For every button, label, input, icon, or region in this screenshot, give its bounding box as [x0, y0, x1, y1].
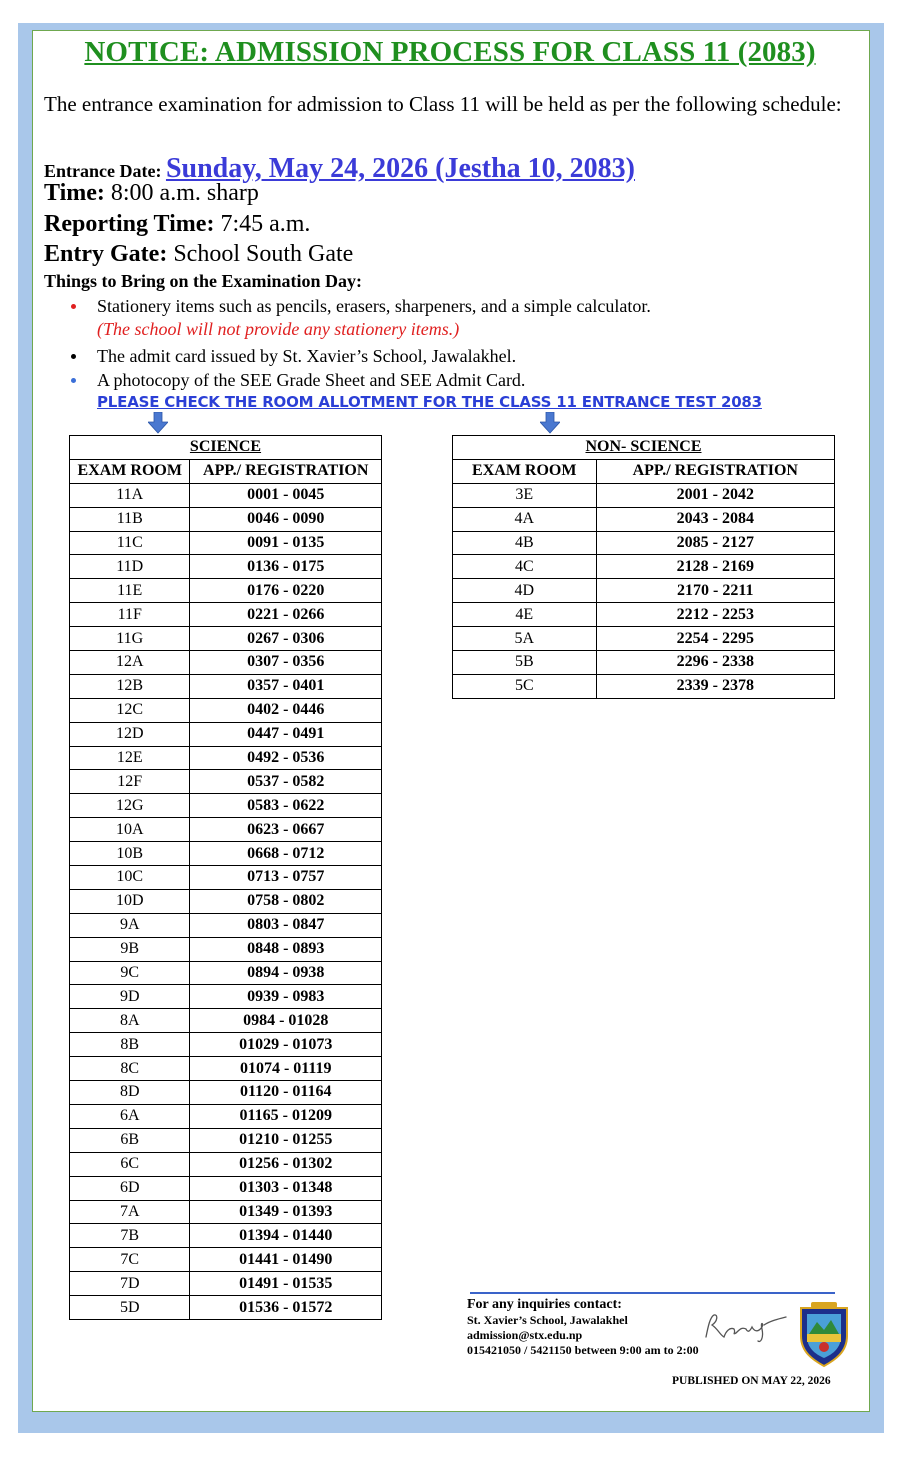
col-registration: APP./ REGISTRATION	[596, 459, 834, 483]
registration-range-cell: 0894 - 0938	[190, 961, 382, 985]
exam-room-cell: 3E	[453, 483, 597, 507]
table-row	[70, 531, 382, 555]
exam-room-cell: 12G	[70, 794, 190, 818]
school-crest-icon	[795, 1300, 853, 1368]
entry-gate-line	[44, 241, 353, 268]
table-row	[70, 1009, 382, 1033]
bullet-text: A photocopy of the SEE Grade Sheet and SEE Admit Card.	[97, 370, 526, 390]
entrance-date-label: Entrance Date:	[44, 161, 162, 181]
exam-room-cell: 7C	[70, 1248, 190, 1272]
table-row	[70, 651, 382, 675]
bullet-dot-icon	[71, 304, 76, 309]
registration-range-cell: 2085 - 2127	[596, 531, 834, 555]
registration-range-cell: 0583 - 0622	[190, 794, 382, 818]
exam-room-cell: 11C	[70, 531, 190, 555]
exam-room-cell: 11E	[70, 579, 190, 603]
table-header-row	[70, 459, 382, 483]
registration-range-cell: 0492 - 0536	[190, 746, 382, 770]
exam-room-cell: 4C	[453, 555, 597, 579]
registration-range-cell: 0623 - 0667	[190, 818, 382, 842]
exam-room-cell: 8B	[70, 1033, 190, 1057]
registration-range-cell: 01256 - 01302	[190, 1152, 382, 1176]
registration-range-cell: 2339 - 2378	[596, 674, 834, 698]
registration-range-cell: 0091 - 0135	[190, 531, 382, 555]
registration-range-cell: 01349 - 01393	[190, 1200, 382, 1224]
registration-range-cell: 0001 - 0045	[190, 483, 382, 507]
registration-range-cell: 0267 - 0306	[190, 627, 382, 651]
registration-range-cell: 0803 - 0847	[190, 913, 382, 937]
table-row	[70, 579, 382, 603]
room-allotment-link[interactable]: PLEASE CHECK THE ROOM ALLOTMENT FOR THE CLASS 11 ENTRANCE TEST 2083	[97, 393, 762, 411]
table-row	[453, 674, 835, 698]
down-arrow-icon	[540, 412, 560, 434]
exam-room-cell: 5A	[453, 627, 597, 651]
table-row	[70, 1057, 382, 1081]
bullet-dot-icon	[71, 378, 76, 383]
bullet-note: (The school will not provide any stationery items.)	[97, 319, 460, 339]
exam-room-cell: 10B	[70, 842, 190, 866]
entrance-date-value: Sunday, May 24, 2026 (Jestha 10, 2083)	[165, 153, 636, 184]
registration-range-cell: 0221 - 0266	[190, 603, 382, 627]
table-row	[70, 842, 382, 866]
table-row	[70, 1248, 382, 1272]
exam-room-cell: 11G	[70, 627, 190, 651]
registration-range-cell: 01491 - 01535	[190, 1272, 382, 1296]
registration-range-cell: 0668 - 0712	[190, 842, 382, 866]
registration-range-cell: 01120 - 01164	[190, 1081, 382, 1105]
table-row	[70, 603, 382, 627]
table-row	[453, 651, 835, 675]
registration-range-cell: 01441 - 01490	[190, 1248, 382, 1272]
table-row	[453, 627, 835, 651]
table-row	[70, 698, 382, 722]
registration-range-cell: 0046 - 0090	[190, 507, 382, 531]
list-item	[70, 295, 870, 341]
contact-block	[467, 1296, 699, 1358]
table-row	[453, 531, 835, 555]
registration-range-cell: 2043 - 2084	[596, 507, 834, 531]
exam-room-cell: 12E	[70, 746, 190, 770]
exam-room-cell: 6B	[70, 1128, 190, 1152]
registration-range-cell: 0984 - 01028	[190, 1009, 382, 1033]
registration-range-cell: 0136 - 0175	[190, 555, 382, 579]
exam-room-cell: 6D	[70, 1176, 190, 1200]
exam-room-cell: 7A	[70, 1200, 190, 1224]
exam-room-cell: 12A	[70, 651, 190, 675]
registration-range-cell: 0402 - 0446	[190, 698, 382, 722]
reporting-time-value: 7:45 a.m.	[220, 211, 311, 237]
exam-room-cell: 10D	[70, 889, 190, 913]
list-item	[70, 369, 870, 392]
table-row	[70, 818, 382, 842]
exam-room-cell: 8A	[70, 1009, 190, 1033]
notice-title: NOTICE: ADMISSION PROCESS FOR CLASS 11 (2083)	[84, 36, 816, 68]
reporting-time-label: Reporting Time:	[44, 211, 215, 237]
exam-room-cell: 12C	[70, 698, 190, 722]
exam-room-cell: 12F	[70, 770, 190, 794]
registration-range-cell: 01029 - 01073	[190, 1033, 382, 1057]
exam-room-cell: 11F	[70, 603, 190, 627]
table-row	[70, 961, 382, 985]
table-title-row	[453, 436, 835, 460]
published-date: PUBLISHED ON MAY 22, 2026	[672, 1375, 831, 1387]
things-heading: Things to Bring on the Examination Day:	[44, 271, 363, 291]
table-row	[453, 555, 835, 579]
registration-range-cell: 2254 - 2295	[596, 627, 834, 651]
table-row	[70, 794, 382, 818]
table-row	[70, 507, 382, 531]
exam-room-cell: 11D	[70, 555, 190, 579]
table-row	[70, 1176, 382, 1200]
reporting-time-line	[44, 211, 310, 238]
exam-room-cell: 10C	[70, 866, 190, 890]
exam-room-cell: 7D	[70, 1272, 190, 1296]
down-arrow-icon	[148, 412, 168, 434]
table-row	[70, 985, 382, 1009]
non-science-title: NON- SCIENCE	[453, 436, 835, 460]
table-row	[70, 1081, 382, 1105]
table-row	[70, 1152, 382, 1176]
registration-range-cell: 2128 - 2169	[596, 555, 834, 579]
registration-range-cell: 01536 - 01572	[190, 1296, 382, 1320]
exam-room-cell: 8C	[70, 1057, 190, 1081]
exam-room-cell: 4D	[453, 579, 597, 603]
registration-range-cell: 2170 - 2211	[596, 579, 834, 603]
registration-range-cell: 0848 - 0893	[190, 937, 382, 961]
signature-icon	[702, 1307, 790, 1347]
exam-room-cell: 11B	[70, 507, 190, 531]
col-exam-room: EXAM ROOM	[70, 459, 190, 483]
table-row	[453, 579, 835, 603]
registration-range-cell: 0307 - 0356	[190, 651, 382, 675]
science-title: SCIENCE	[70, 436, 382, 460]
time-line	[44, 180, 259, 207]
exam-room-cell: 12D	[70, 722, 190, 746]
exam-room-cell: 5C	[453, 674, 597, 698]
registration-range-cell: 0939 - 0983	[190, 985, 382, 1009]
table-row	[70, 1296, 382, 1320]
table-title-row	[70, 436, 382, 460]
table-row	[70, 1224, 382, 1248]
contact-phone: 015421050 / 5421150 between 9:00 am to 2:00	[467, 1343, 699, 1357]
bullet-text: The admit card issued by St. Xavier’s School, Jawalakhel.	[97, 346, 517, 366]
intro-text: The entrance examination for admission to Class 11 will be held as per the following schedule:	[44, 92, 842, 116]
table-row	[70, 722, 382, 746]
registration-range-cell: 2212 - 2253	[596, 603, 834, 627]
exam-room-cell: 9C	[70, 961, 190, 985]
exam-room-cell: 10A	[70, 818, 190, 842]
table-row	[70, 1200, 382, 1224]
list-item	[70, 345, 870, 368]
registration-range-cell: 2296 - 2338	[596, 651, 834, 675]
bullet-text: Stationery items such as pencils, erasers, sharpeners, and a simple calculator.	[97, 296, 651, 316]
table-row	[70, 746, 382, 770]
table-row	[70, 674, 382, 698]
table-row	[453, 483, 835, 507]
bullet-dot-icon	[71, 354, 76, 359]
exam-room-cell: 5B	[453, 651, 597, 675]
registration-range-cell: 0447 - 0491	[190, 722, 382, 746]
table-row	[70, 1033, 382, 1057]
table-row	[70, 483, 382, 507]
exam-room-cell: 12B	[70, 674, 190, 698]
exam-room-cell: 11A	[70, 483, 190, 507]
exam-room-cell: 9D	[70, 985, 190, 1009]
table-row	[70, 913, 382, 937]
contact-email[interactable]: admission@stx.edu.np	[467, 1328, 583, 1342]
registration-range-cell: 01210 - 01255	[190, 1128, 382, 1152]
registration-range-cell: 01303 - 01348	[190, 1176, 382, 1200]
table-row	[70, 1272, 382, 1296]
table-row	[453, 603, 835, 627]
table-row	[70, 866, 382, 890]
registration-range-cell: 0176 - 0220	[190, 579, 382, 603]
registration-range-cell: 2001 - 2042	[596, 483, 834, 507]
things-list	[70, 295, 870, 392]
registration-range-cell: 01074 - 01119	[190, 1057, 382, 1081]
time-value: 8:00 a.m. sharp	[110, 180, 259, 206]
registration-range-cell: 0357 - 0401	[190, 674, 382, 698]
exam-room-cell: 4B	[453, 531, 597, 555]
exam-room-cell: 5D	[70, 1296, 190, 1320]
exam-room-cell: 4E	[453, 603, 597, 627]
registration-range-cell: 0758 - 0802	[190, 889, 382, 913]
table-row	[70, 555, 382, 579]
exam-room-cell: 8D	[70, 1081, 190, 1105]
registration-range-cell: 01165 - 01209	[190, 1104, 382, 1128]
contact-school: St. Xavier’s School, Jawalakhel	[467, 1313, 628, 1327]
table-row	[453, 507, 835, 531]
table-row	[70, 627, 382, 651]
entry-gate-label: Entry Gate:	[44, 241, 168, 267]
table-row	[70, 1128, 382, 1152]
time-label: Time:	[44, 180, 105, 206]
exam-room-cell: 9B	[70, 937, 190, 961]
exam-room-cell: 9A	[70, 913, 190, 937]
col-registration: APP./ REGISTRATION	[190, 459, 382, 483]
exam-room-cell: 4A	[453, 507, 597, 531]
exam-room-cell: 6C	[70, 1152, 190, 1176]
registration-range-cell: 0537 - 0582	[190, 770, 382, 794]
table-row	[70, 1104, 382, 1128]
col-exam-room: EXAM ROOM	[453, 459, 597, 483]
table-header-row	[453, 459, 835, 483]
table-row	[70, 770, 382, 794]
table-row	[70, 889, 382, 913]
registration-range-cell: 0713 - 0757	[190, 866, 382, 890]
exam-room-cell: 6A	[70, 1104, 190, 1128]
entry-gate-value: School South Gate	[173, 241, 354, 267]
registration-range-cell: 01394 - 01440	[190, 1224, 382, 1248]
exam-room-cell: 7B	[70, 1224, 190, 1248]
table-row	[70, 937, 382, 961]
non-science-table	[452, 435, 835, 699]
contact-divider	[470, 1292, 835, 1294]
science-table	[69, 435, 382, 1320]
contact-heading: For any inquiries contact:	[467, 1297, 622, 1312]
